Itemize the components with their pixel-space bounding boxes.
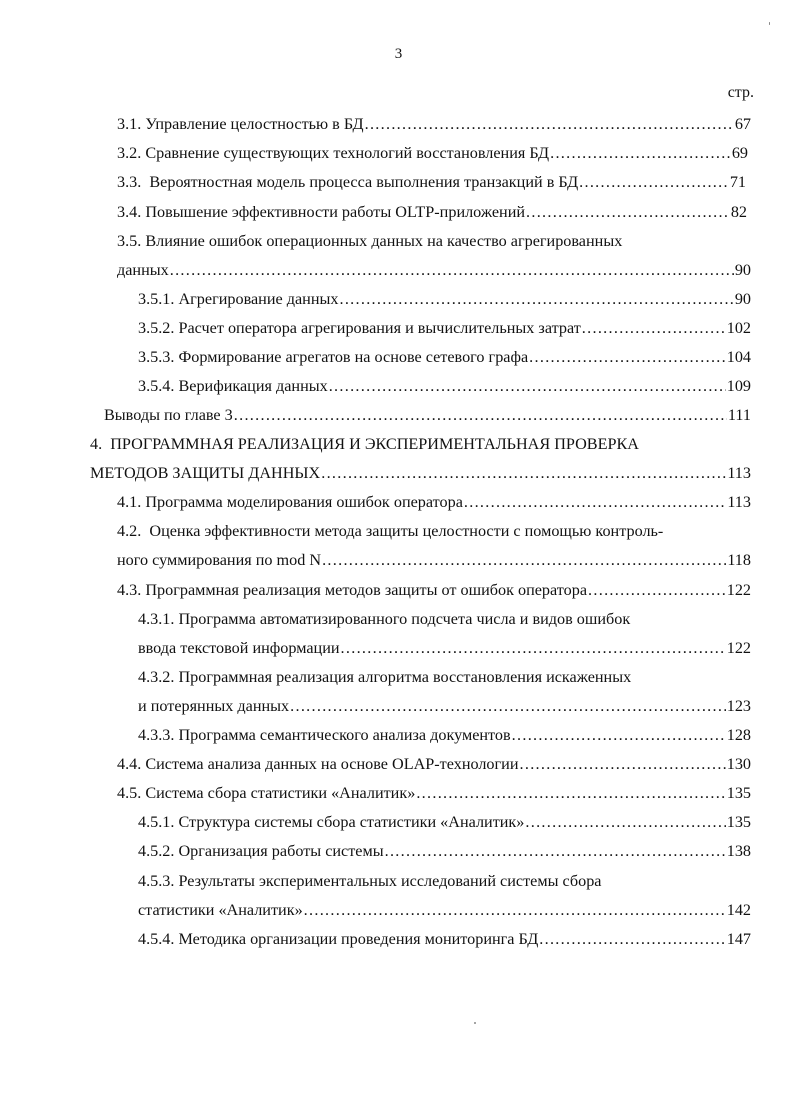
- toc-title: Система сбора статистики «Аналитик»: [145, 784, 416, 802]
- dot-leader: [529, 345, 726, 369]
- toc-page: 90: [734, 261, 751, 279]
- toc-number: 3.2.: [117, 144, 142, 162]
- toc-page: 138: [726, 842, 751, 860]
- toc-page: 113: [727, 464, 751, 482]
- toc-title: Программная реализация методов защиты от ошибок оператора: [145, 581, 588, 599]
- toc-number: 4.5.4.: [138, 930, 175, 948]
- toc-title: Результаты экспериментальных исследований системы сбора: [178, 872, 602, 890]
- dot-leader: [385, 839, 726, 863]
- toc-entry-4-5-2: [138, 839, 751, 863]
- dot-leader: [170, 258, 734, 282]
- dot-leader: [464, 490, 726, 514]
- toc-number: 4.3.1.: [138, 610, 175, 628]
- dot-leader: [539, 927, 725, 951]
- toc-number: 4.5.1.: [138, 813, 175, 831]
- toc-title: Расчет оператора агрегирования и вычислительных затрат: [178, 319, 581, 337]
- toc-entry-3-2: [117, 141, 748, 165]
- toc-title: Выводы по главе 3: [104, 406, 233, 424]
- toc-entry-4-5-4: [138, 927, 751, 951]
- toc-page: 109: [726, 377, 751, 395]
- toc-number: 4.3.: [117, 581, 142, 599]
- toc-page: 122: [726, 639, 751, 657]
- scan-speck: [474, 1022, 476, 1024]
- toc-entry-4-3: [117, 578, 751, 602]
- toc-page: 104: [726, 348, 751, 366]
- toc-number: 4.5.: [117, 784, 142, 802]
- dot-leader: [341, 636, 726, 660]
- toc-page: 102: [726, 319, 751, 337]
- toc-title: Формирование агрегатов на основе сетевого графа: [178, 348, 529, 366]
- dot-leader: [329, 374, 726, 398]
- toc-page: 71: [729, 173, 746, 191]
- toc-title: ПРОГРАММНАЯ РЕАЛИЗАЦИЯ И ЭКСПЕРИМЕНТАЛЬНАЯ ПРОВЕРКА: [110, 435, 639, 453]
- toc-title: статистики «Аналитик»: [138, 901, 303, 919]
- toc-number: 4.1.: [117, 493, 142, 511]
- toc-entry-4-line1: [90, 432, 751, 456]
- dot-leader: [290, 694, 726, 718]
- toc-number: 3.3.: [117, 173, 142, 191]
- toc-entry-conclusions-3: [104, 403, 751, 427]
- scan-speck: [769, 22, 770, 25]
- toc-entry-3-4: [117, 200, 747, 224]
- toc-page: 118: [727, 551, 751, 569]
- toc-page: 69: [731, 144, 748, 162]
- toc-title: Верификация данных: [178, 377, 328, 395]
- toc-entry-4-line2: [90, 461, 751, 485]
- dot-leader: [234, 403, 727, 427]
- toc-number: 4.3.3.: [138, 726, 175, 744]
- toc-entry-4-2-line2: [117, 548, 751, 572]
- toc-page: 128: [726, 726, 751, 744]
- toc-entry-4-1: [117, 490, 751, 514]
- toc-page: 113: [727, 493, 751, 511]
- toc-entry-3-5-line2: [117, 258, 751, 282]
- dot-leader: [550, 141, 731, 165]
- toc-number: 3.5.2.: [138, 319, 175, 337]
- toc-page: 90: [734, 290, 751, 308]
- toc-title: Программа моделирования ошибок оператора: [145, 493, 463, 511]
- toc-number: 4.2.: [117, 522, 142, 540]
- toc-number: 3.5.3.: [138, 348, 175, 366]
- toc-page: 130: [726, 755, 751, 773]
- dot-leader: [416, 781, 725, 805]
- toc-entry-3-1: [117, 112, 751, 136]
- dot-leader: [525, 810, 725, 834]
- toc-number: 3.4.: [117, 203, 142, 221]
- toc-entry-4-3-1-line2: [138, 636, 751, 660]
- dot-leader: [520, 752, 726, 776]
- toc-entry-4-5-3-line2: [138, 898, 751, 922]
- toc-title: Методика организации проведения мониторинга БД: [178, 930, 539, 948]
- toc-title: Влияние ошибок операционных данных на качество агрегированных: [145, 232, 623, 250]
- toc-number: 4.3.2.: [138, 668, 175, 686]
- toc-number: 3.5.: [117, 232, 142, 250]
- toc-entry-4-5: [117, 781, 751, 805]
- toc-number: 4.4.: [117, 755, 142, 773]
- toc-title: Программа автоматизированного подсчета числа и видов ошибок: [178, 610, 631, 628]
- page-number: 3: [394, 46, 403, 62]
- dot-leader: [365, 112, 734, 136]
- toc-title: Система анализа данных на основе OLAP-технологии: [145, 755, 519, 773]
- toc-page: 123: [726, 697, 751, 715]
- toc-entry-3-5-2: [138, 316, 751, 340]
- toc-title: Вероятностная модель процесса выполнения транзакций в БД: [149, 173, 579, 191]
- toc-page: 147: [726, 930, 751, 948]
- toc-page: 67: [734, 115, 751, 133]
- toc-title: Организация работы системы: [178, 842, 384, 860]
- toc-page: 122: [726, 581, 751, 599]
- dot-leader: [579, 170, 729, 194]
- toc-entry-4-5-1: [138, 810, 751, 834]
- toc-number: 3.5.4.: [138, 377, 175, 395]
- dot-leader: [322, 548, 726, 572]
- dot-leader: [304, 898, 726, 922]
- toc-entry-3-3: [117, 170, 746, 194]
- toc-title: Программная реализация алгоритма восстановления искаженных: [178, 668, 632, 686]
- dot-leader: [339, 287, 733, 311]
- dot-leader: [512, 723, 726, 747]
- toc-entry-4-2-line1: [117, 519, 751, 543]
- toc-title: ного суммирования по mod N: [117, 551, 322, 569]
- toc-title: Агрегирование данных: [178, 290, 339, 308]
- toc-entry-3-5-4: [138, 374, 751, 398]
- toc-number: 4.5.3.: [138, 872, 175, 890]
- toc-entry-4-4: [117, 752, 751, 776]
- toc-page: 135: [726, 784, 751, 802]
- toc-number: 4.: [90, 435, 103, 453]
- toc-title: Сравнение существующих технологий восстановления БД: [145, 144, 550, 162]
- toc-entry-4-3-3: [138, 723, 751, 747]
- toc-title: Программа семантического анализа документов: [178, 726, 511, 744]
- dot-leader: [588, 578, 726, 602]
- toc-page: 82: [730, 203, 747, 221]
- toc-entry-3-5-1: [138, 287, 751, 311]
- toc-title: и потерянных данных: [138, 697, 290, 715]
- toc-title: Повышение эффективности работы OLTP-приложений: [145, 203, 526, 221]
- toc-page: 111: [727, 406, 751, 424]
- toc-title: данных: [117, 261, 169, 279]
- toc-page: 135: [726, 813, 751, 831]
- toc-title: Структура системы сбора статистики «Аналитик»: [178, 813, 525, 831]
- toc-title: Управление целостностью в БД: [145, 115, 364, 133]
- toc-entry-4-3-1-line1: [138, 607, 751, 631]
- toc-entry-4-5-3-line1: [138, 869, 751, 893]
- toc-entry-3-5-3: [138, 345, 751, 369]
- toc-title: Оценка эффективности метода защиты целостности с помощью контроль-: [149, 522, 664, 540]
- toc-entry-4-3-2-line2: [138, 694, 751, 718]
- dot-leader: [582, 316, 726, 340]
- pages-column-label: стр.: [727, 84, 754, 101]
- toc-number: 3.5.1.: [138, 290, 175, 308]
- toc-title: ввода текстовой информации: [138, 639, 340, 657]
- toc-number: 3.1.: [117, 115, 142, 133]
- toc-title: МЕТОДОВ ЗАЩИТЫ ДАННЫХ: [90, 464, 321, 482]
- toc-entry-4-3-2-line1: [138, 665, 751, 689]
- toc-number: 4.5.2.: [138, 842, 175, 860]
- dot-leader: [321, 461, 726, 485]
- toc-page: 142: [726, 901, 751, 919]
- toc-entry-3-5-line1: [117, 229, 751, 253]
- dot-leader: [526, 200, 730, 224]
